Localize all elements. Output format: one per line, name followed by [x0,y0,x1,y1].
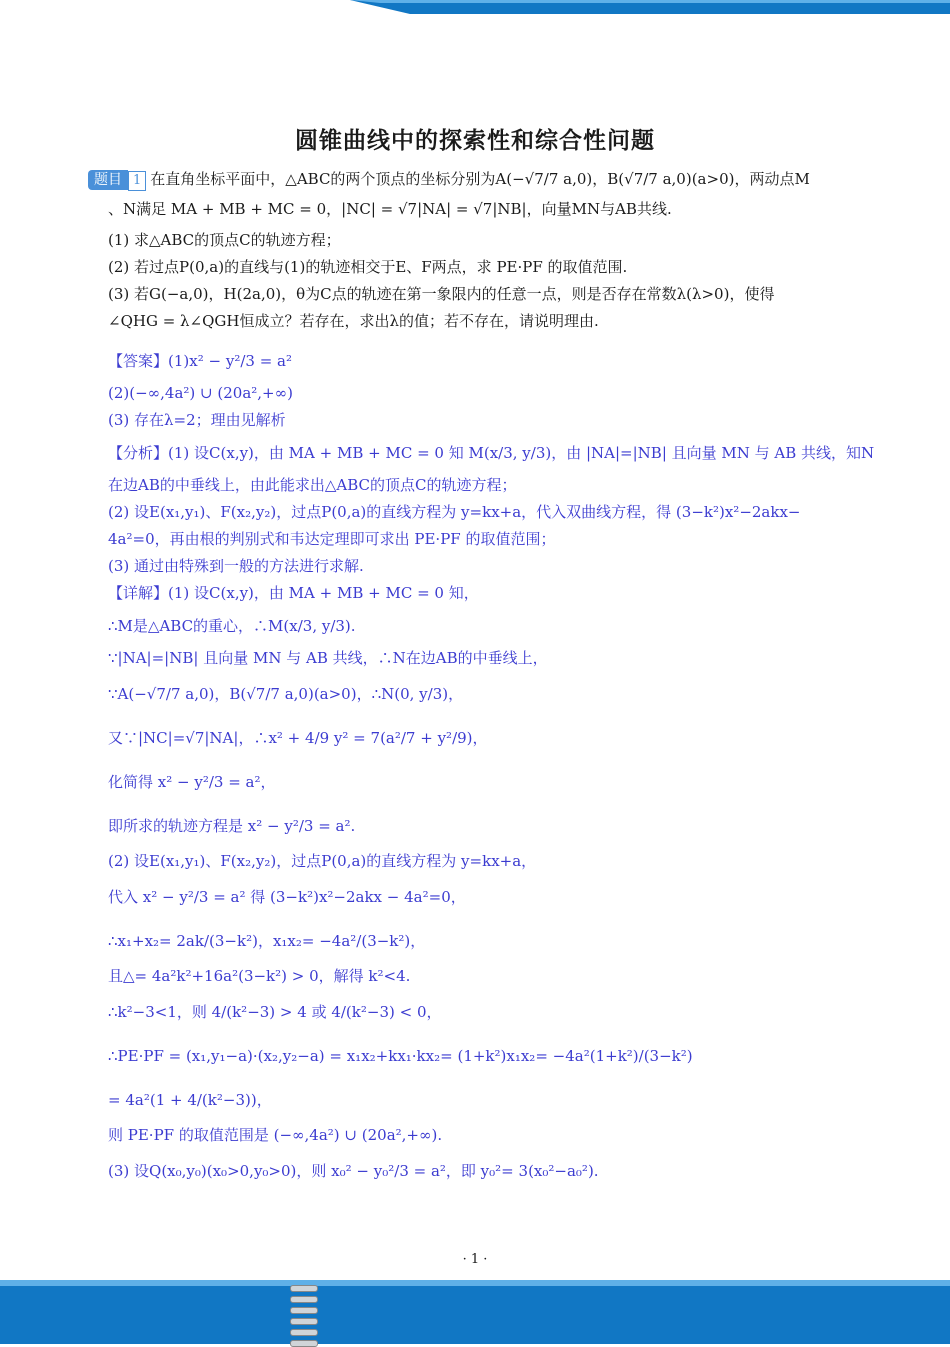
analysis-line-5: (3) 通过由特殊到一般的方法进行求解. [108,557,364,575]
question-badge: 题目 [88,170,128,190]
analysis-line-3: (2) 设E(x₁,y₁)、F(x₂,y₂)，过点P(0,a)的直线方程为 y=kx+a，代入双曲线方程，得 (3−k²)x²−2akx− [108,503,801,521]
spiral-binding-icon [290,1285,320,1344]
analysis-line-4: 4a²=0，再由根的判别式和韦达定理即可求出 PE·PF 的取值范围； [108,530,556,548]
question-text: 在直角坐标平面中，△ABC的两个顶点的坐标分别为A(−√7/7 a,0)，B(√7/7 a,0)(a>0)，两动点M [150,170,810,188]
question-line-5: (3) 若G(−a,0)，H(2a,0)，θ为C点的轨迹在第一象限内的任意一点，则是否存在常数λ(λ>0)，使得 [108,285,775,303]
detail-line-1: 【详解】(1) 设C(x,y)，由 MA + MB + MC = 0 知， [108,584,479,602]
answer-tag: 【答案】 [108,352,169,370]
detail-line-2: ∴M是△ABC的重心，∴M(x/3, y/3). [108,617,356,635]
detail-line-15: 则 PE·PF 的取值范围是 (−∞,4a²) ∪ (20a²,+∞). [108,1126,443,1144]
analysis-line-1: 【分析】(1) 设C(x,y)，由 MA + MB + MC = 0 知 M(x/3, y/3)，由 |NA|=|NB| 且向量 MN 与 AB 共线，知N [108,444,875,462]
detail-tag: 【详解】 [108,584,169,602]
page-number: · 1 · [462,1252,488,1267]
top-decoration-stripe [350,0,950,14]
answer-line-1: 【答案】(1)x² − y²/3 = a² [108,352,292,370]
detail-line-16: (3) 设Q(x₀,y₀)(x₀>0,y₀>0)，则 x₀² − y₀²/3 = a²，即 y₀²= 3(x₀²−a₀²). [108,1162,599,1180]
footer-band [0,1280,950,1344]
detail-line-4: ∵A(−√7/7 a,0)，B(√7/7 a,0)(a>0)，∴N(0, y/3)， [108,685,464,703]
detail-line-5: 又∵|NC|=√7|NA|，∴x² + 4/9 y² = 7(a²/7 + y²/9)， [108,729,488,747]
question-line-6: ∠QHG = λ∠QGH恒成立？若存在，求出λ的值；若不存在，请说明理由. [108,312,599,330]
question-line-4: (2) 若过点P(0,a)的直线与(1)的轨迹相交于E、F两点，求 PE·PF 的取值范围. [108,258,628,276]
page-title: 圆锥曲线中的探索性和综合性问题 [295,128,655,154]
question-line-2: 、N满足 MA + MB + MC = 0，|NC| = √7|NA| = √7|NB|，向量MN与AB共线. [108,200,672,218]
detail-line-13: ∴PE·PF = (x₁,y₁−a)·(x₂,y₂−a) = x₁x₂+kx₁·kx₂= (1+k²)x₁x₂= −4a²(1+k²)/(3−k²) [108,1047,693,1065]
question-line-3: (1) 求△ABC的顶点C的轨迹方程； [108,231,341,249]
detail-line-14: = 4a²(1 + 4/(k²−3))， [108,1091,272,1109]
analysis-tag: 【分析】 [108,444,169,462]
detail-line-9: 代入 x² − y²/3 = a² 得 (3−k²)x²−2akx − 4a²=0， [108,888,466,906]
detail-line-7: 即所求的轨迹方程是 x² − y²/3 = a². [108,817,356,835]
document-body [94,165,875,1195]
detail-line-10: ∴x₁+x₂= 2ak/(3−k²)，x₁x₂= −4a²/(3−k²)， [108,932,426,950]
question-number: 1 [128,171,146,191]
detail-line-12: ∴k²−3<1，则 4/(k²−3) > 4 或 4/(k²−3) < 0， [108,1003,442,1021]
answer-line-2: (2)(−∞,4a²) ∪ (20a²,+∞) [108,384,293,402]
question-line-1 [88,165,868,198]
detail-line-8: (2) 设E(x₁,y₁)、F(x₂,y₂)，过点P(0,a)的直线方程为 y=kx+a， [108,852,537,870]
analysis-line-2: 在边AB的中垂线上，由此能求出△ABC的顶点C的轨迹方程； [108,476,517,494]
detail-line-3: ∵|NA|=|NB| 且向量 MN 与 AB 共线，∴N在边AB的中垂线上， [108,649,548,667]
footer-edge [0,1280,950,1286]
detail-line-6: 化简得 x² − y²/3 = a²， [108,773,276,791]
answer-line-3: (3) 存在λ=2；理由见解析 [108,411,286,429]
detail-line-11: 且△= 4a²k²+16a²(3−k²) > 0，解得 k²<4. [108,967,411,985]
